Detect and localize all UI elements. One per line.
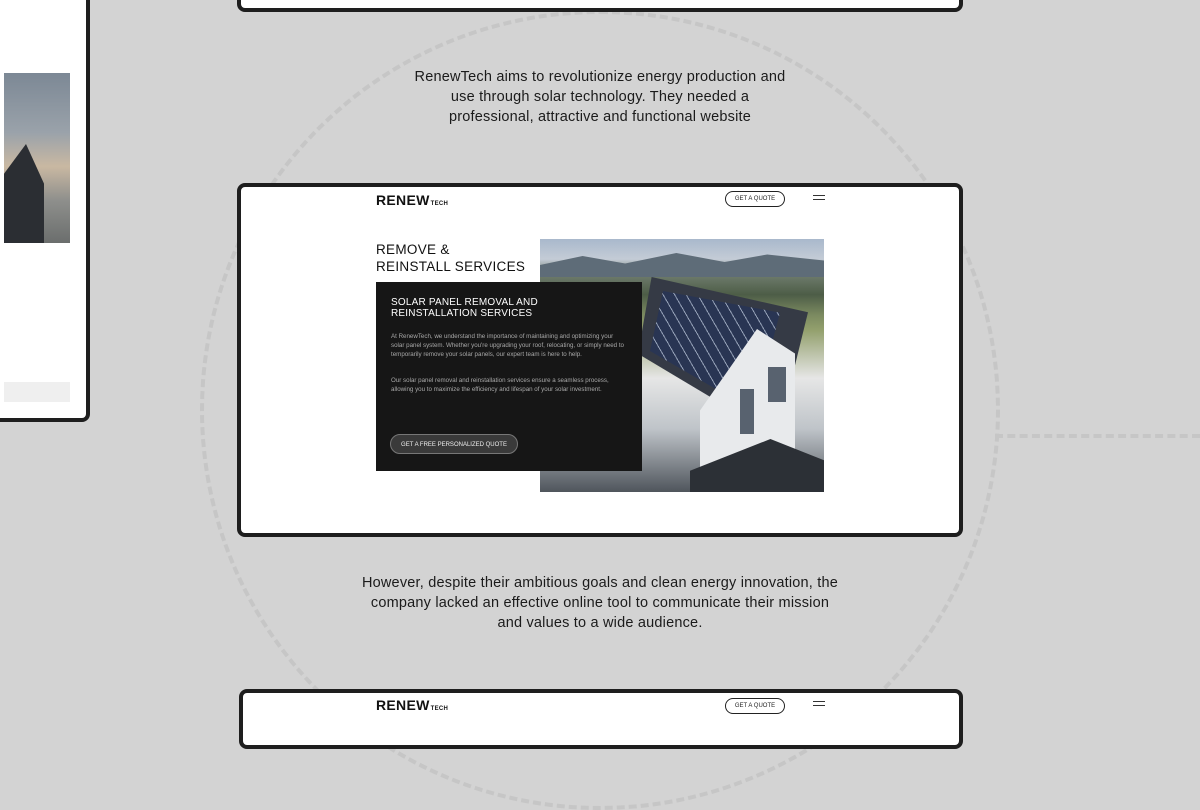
caption-line: use through solar technology. They needed a [450, 89, 750, 105]
card-title [391, 297, 538, 319]
hero-title-line: REMOVE & [376, 242, 450, 257]
service-card [376, 282, 642, 471]
caption-line: However, despite their ambitious goals and clean energy innovation, the [361, 575, 839, 591]
free-quote-button[interactable]: GET A FREE PERSONALIZED QUOTE [390, 434, 518, 454]
problem-caption [0, 573, 1200, 633]
card-title-line: REINSTALLATION SERVICES [391, 308, 533, 319]
screenshot-frame-bottom [239, 689, 963, 749]
website-mockup [237, 183, 963, 537]
card-title-line: SOLAR PANEL REMOVAL AND [391, 297, 538, 308]
hero-title-line: REINSTALL SERVICES [376, 259, 526, 274]
logo-text: RENEW [376, 697, 430, 713]
logo-subtext: TECH [430, 706, 449, 712]
site-logo[interactable] [376, 192, 448, 208]
decorative-dashed-line [995, 434, 1200, 438]
logo-subtext: TECH [430, 201, 449, 207]
caption-line: RenewTech aims to revolutionize energy production and [414, 69, 786, 85]
site-logo[interactable] [376, 697, 448, 713]
caption-line: company lacked an effective online tool to communicate their mission [370, 595, 830, 611]
get-a-quote-button[interactable]: GET A QUOTE [725, 698, 785, 714]
screenshot-frame-left [0, 0, 90, 422]
caption-line: professional, attractive and functional website [449, 109, 751, 125]
logo-text: RENEW [376, 192, 430, 208]
footer-strip [4, 382, 70, 402]
window-shape [740, 389, 754, 434]
intro-caption [0, 67, 1200, 127]
window-shape [768, 367, 786, 402]
screenshot-frame-top [237, 0, 963, 12]
hamburger-menu-icon[interactable] [813, 701, 825, 707]
get-a-quote-button[interactable]: GET A QUOTE [725, 191, 785, 207]
card-paragraph: Our solar panel removal and reinstallation services ensure a seamless process, allowing you to maximize the efficiency and lifespan of your solar investment. [391, 377, 609, 393]
hero-title [376, 241, 525, 275]
mountains-shape [540, 247, 824, 277]
card-paragraph: At RenewTech, we understand the importance of maintaining and optimizing your solar panel system. Whether you're upgrading your roof, relocating, or simply need to temporarily remove your solar panels, our expert team is here to help. [391, 333, 624, 358]
hamburger-menu-icon[interactable] [813, 195, 825, 201]
caption-line: and values to a wide audience. [497, 615, 703, 631]
